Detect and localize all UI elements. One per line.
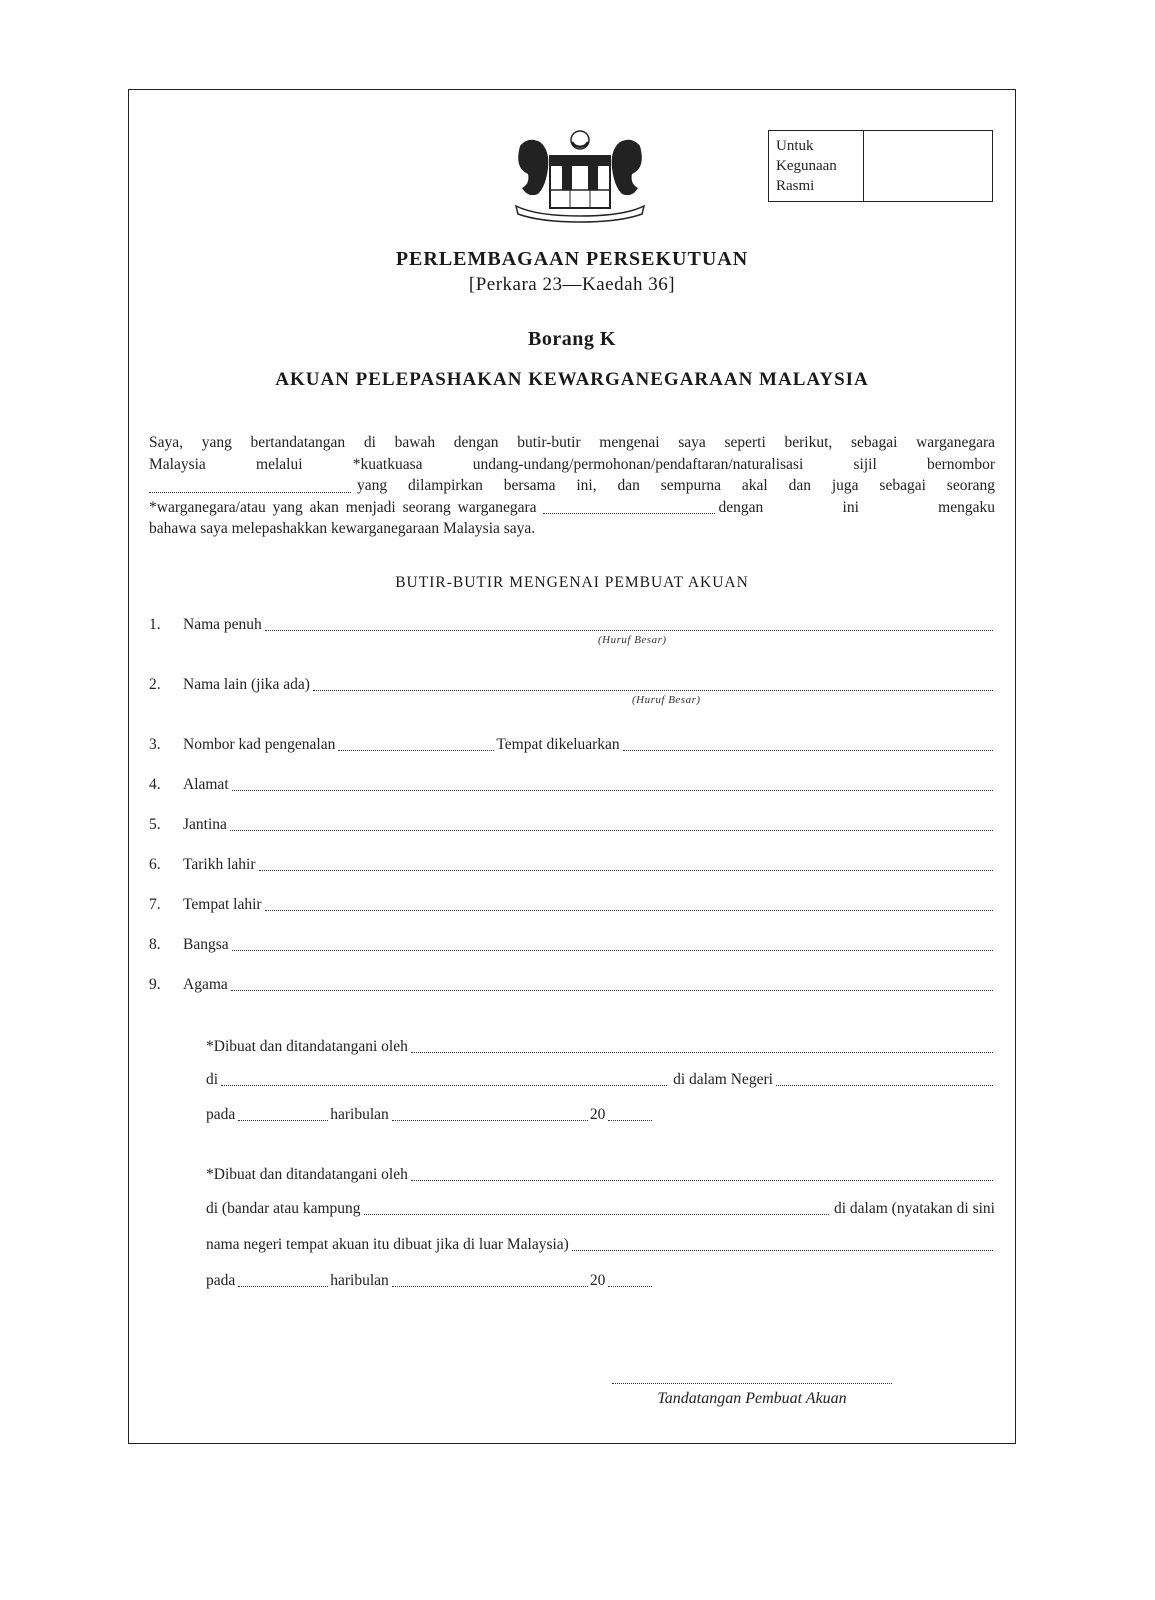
abroad-month-input[interactable] — [392, 1286, 588, 1287]
abroad-year-input[interactable] — [608, 1286, 652, 1287]
abroad-day-input[interactable] — [238, 1286, 328, 1287]
form-title: AKUAN PELEPASHAKAN KEWARGANEGARAAN MALAYSIA — [275, 369, 869, 390]
intro-line-4-suffix: dengan ini mengaku — [718, 498, 995, 516]
field-ic-number — [149, 736, 995, 754]
field-label: Nama lain (jika ada) — [183, 676, 310, 693]
field-gender — [149, 816, 995, 834]
state-label: di dalam Negeri — [673, 1071, 773, 1088]
section-title: BUTIR-BUTIR MENGENAI PEMBUAT AKUAN — [395, 574, 749, 591]
local-state-input[interactable] — [776, 1085, 993, 1086]
religion-input[interactable] — [231, 990, 993, 991]
field-number: 9. — [149, 976, 161, 993]
abroad-date-row — [206, 1272, 686, 1290]
abroad-state-row — [206, 1236, 995, 1254]
field-number: 3. — [149, 736, 161, 753]
local-month-input[interactable] — [392, 1120, 588, 1121]
citizenship-country-field[interactable] — [543, 513, 715, 514]
capital-letters-hint: (Huruf Besar) — [598, 634, 667, 646]
local-year-input[interactable] — [608, 1120, 652, 1121]
official-use-field[interactable] — [864, 131, 992, 201]
official-use-label — [769, 131, 864, 201]
full-name-input[interactable] — [265, 630, 993, 631]
field-label: Tarikh lahir — [183, 856, 256, 873]
state-note-label-2: nama negeri tempat akuan itu dibuat jika di luar Malaysia) — [206, 1236, 569, 1253]
field-number: 1. — [149, 616, 161, 633]
abroad-signed-by-row — [206, 1166, 995, 1184]
local-signed-by-row — [206, 1038, 995, 1056]
address-input[interactable] — [232, 790, 993, 791]
year-label: 20 — [589, 1106, 606, 1123]
field-date-of-birth — [149, 856, 995, 874]
signature-label: Tandatangan Pembuat Akuan — [657, 1390, 847, 1407]
official-use-line-3: Rasmi — [776, 178, 815, 194]
abroad-town-input[interactable] — [364, 1214, 829, 1215]
race-input[interactable] — [232, 950, 993, 951]
place-of-birth-input[interactable] — [265, 910, 993, 911]
on-label: pada — [206, 1272, 236, 1289]
at-label: di — [206, 1071, 219, 1088]
field-number: 4. — [149, 776, 161, 793]
field-place-of-birth — [149, 896, 995, 914]
local-day-input[interactable] — [238, 1120, 328, 1121]
field-race — [149, 936, 995, 954]
intro-line-4 — [149, 497, 995, 519]
abroad-place-row — [206, 1200, 995, 1218]
field-full-name — [149, 616, 995, 634]
document-title: PERLEMBAGAAN PERSEKUTUAN — [395, 248, 749, 270]
other-name-input[interactable] — [313, 690, 993, 691]
intro-line-5: bahawa saya melepashakkan kewarganegaraan Malaysia saya. — [149, 520, 536, 537]
coat-of-arms-icon — [510, 126, 650, 224]
document-reference: [Perkara 23—Kaedah 36] — [468, 274, 676, 295]
ic-number-input[interactable] — [338, 750, 494, 751]
abroad-signed-by-input[interactable] — [411, 1180, 993, 1181]
field-label: Nama penuh — [183, 616, 262, 633]
certificate-number-field[interactable] — [149, 492, 351, 493]
state-note-label: di dalam (nyatakan di sini — [834, 1200, 995, 1217]
official-use-line-2: Kegunaan — [776, 158, 837, 174]
capital-letters-hint: (Huruf Besar) — [632, 694, 701, 706]
field-religion — [149, 976, 995, 994]
signed-by-label: *Dibuat dan ditandatangani oleh — [206, 1166, 408, 1183]
intro-line-2: Malaysia melalui *kuatkuasa undang-undang/permohonan/pendaftaran/naturalisasi sijil bernombor — [149, 455, 995, 473]
official-use-line-1: Untuk — [776, 138, 814, 154]
year-label: 20 — [589, 1272, 606, 1289]
official-use-box — [768, 130, 993, 202]
field-address — [149, 776, 995, 794]
place-of-issue-input[interactable] — [623, 750, 993, 751]
day-label: haribulan — [330, 1106, 389, 1123]
field-number: 8. — [149, 936, 161, 953]
abroad-state-input[interactable] — [572, 1250, 993, 1251]
intro-line-4-prefix: *warganegara/atau yang akan menjadi seorang warganegara — [149, 498, 537, 516]
field-label: Agama — [183, 976, 228, 993]
field-label: Jantina — [183, 816, 227, 833]
field-label: Alamat — [183, 776, 229, 793]
gender-input[interactable] — [230, 830, 993, 831]
field-number: 2. — [149, 676, 161, 693]
intro-line-3-text: yang dilampirkan bersama ini, dan sempurna akal dan juga sebagai seorang — [357, 477, 995, 494]
signed-by-label: *Dibuat dan ditandatangani oleh — [206, 1038, 408, 1055]
field-number: 7. — [149, 896, 161, 913]
field-label: Tempat lahir — [183, 896, 262, 913]
field-number: 5. — [149, 816, 161, 833]
town-label: di (bandar atau kampung — [206, 1200, 361, 1217]
intro-line-3 — [149, 475, 995, 497]
local-place-row — [206, 1071, 995, 1089]
field-number: 6. — [149, 856, 161, 873]
form-name: Borang K — [528, 328, 616, 350]
day-label: haribulan — [330, 1272, 389, 1289]
declaration-intro — [149, 432, 995, 540]
local-signed-by-input[interactable] — [411, 1052, 993, 1053]
intro-line-1: Saya, yang bertandatangan di bawah dengan butir-butir mengenai saya seperti berikut, sebagai warganegara — [149, 434, 995, 451]
on-label: pada — [206, 1106, 236, 1123]
signature-field[interactable] — [612, 1383, 892, 1384]
field-label: Bangsa — [183, 936, 229, 953]
local-date-row — [206, 1106, 686, 1124]
field-other-name — [149, 676, 995, 694]
field-label: Tempat dikeluarkan — [496, 736, 620, 753]
field-label: Nombor kad pengenalan — [183, 736, 336, 753]
date-of-birth-input[interactable] — [259, 870, 993, 871]
local-place-input[interactable] — [221, 1085, 667, 1086]
